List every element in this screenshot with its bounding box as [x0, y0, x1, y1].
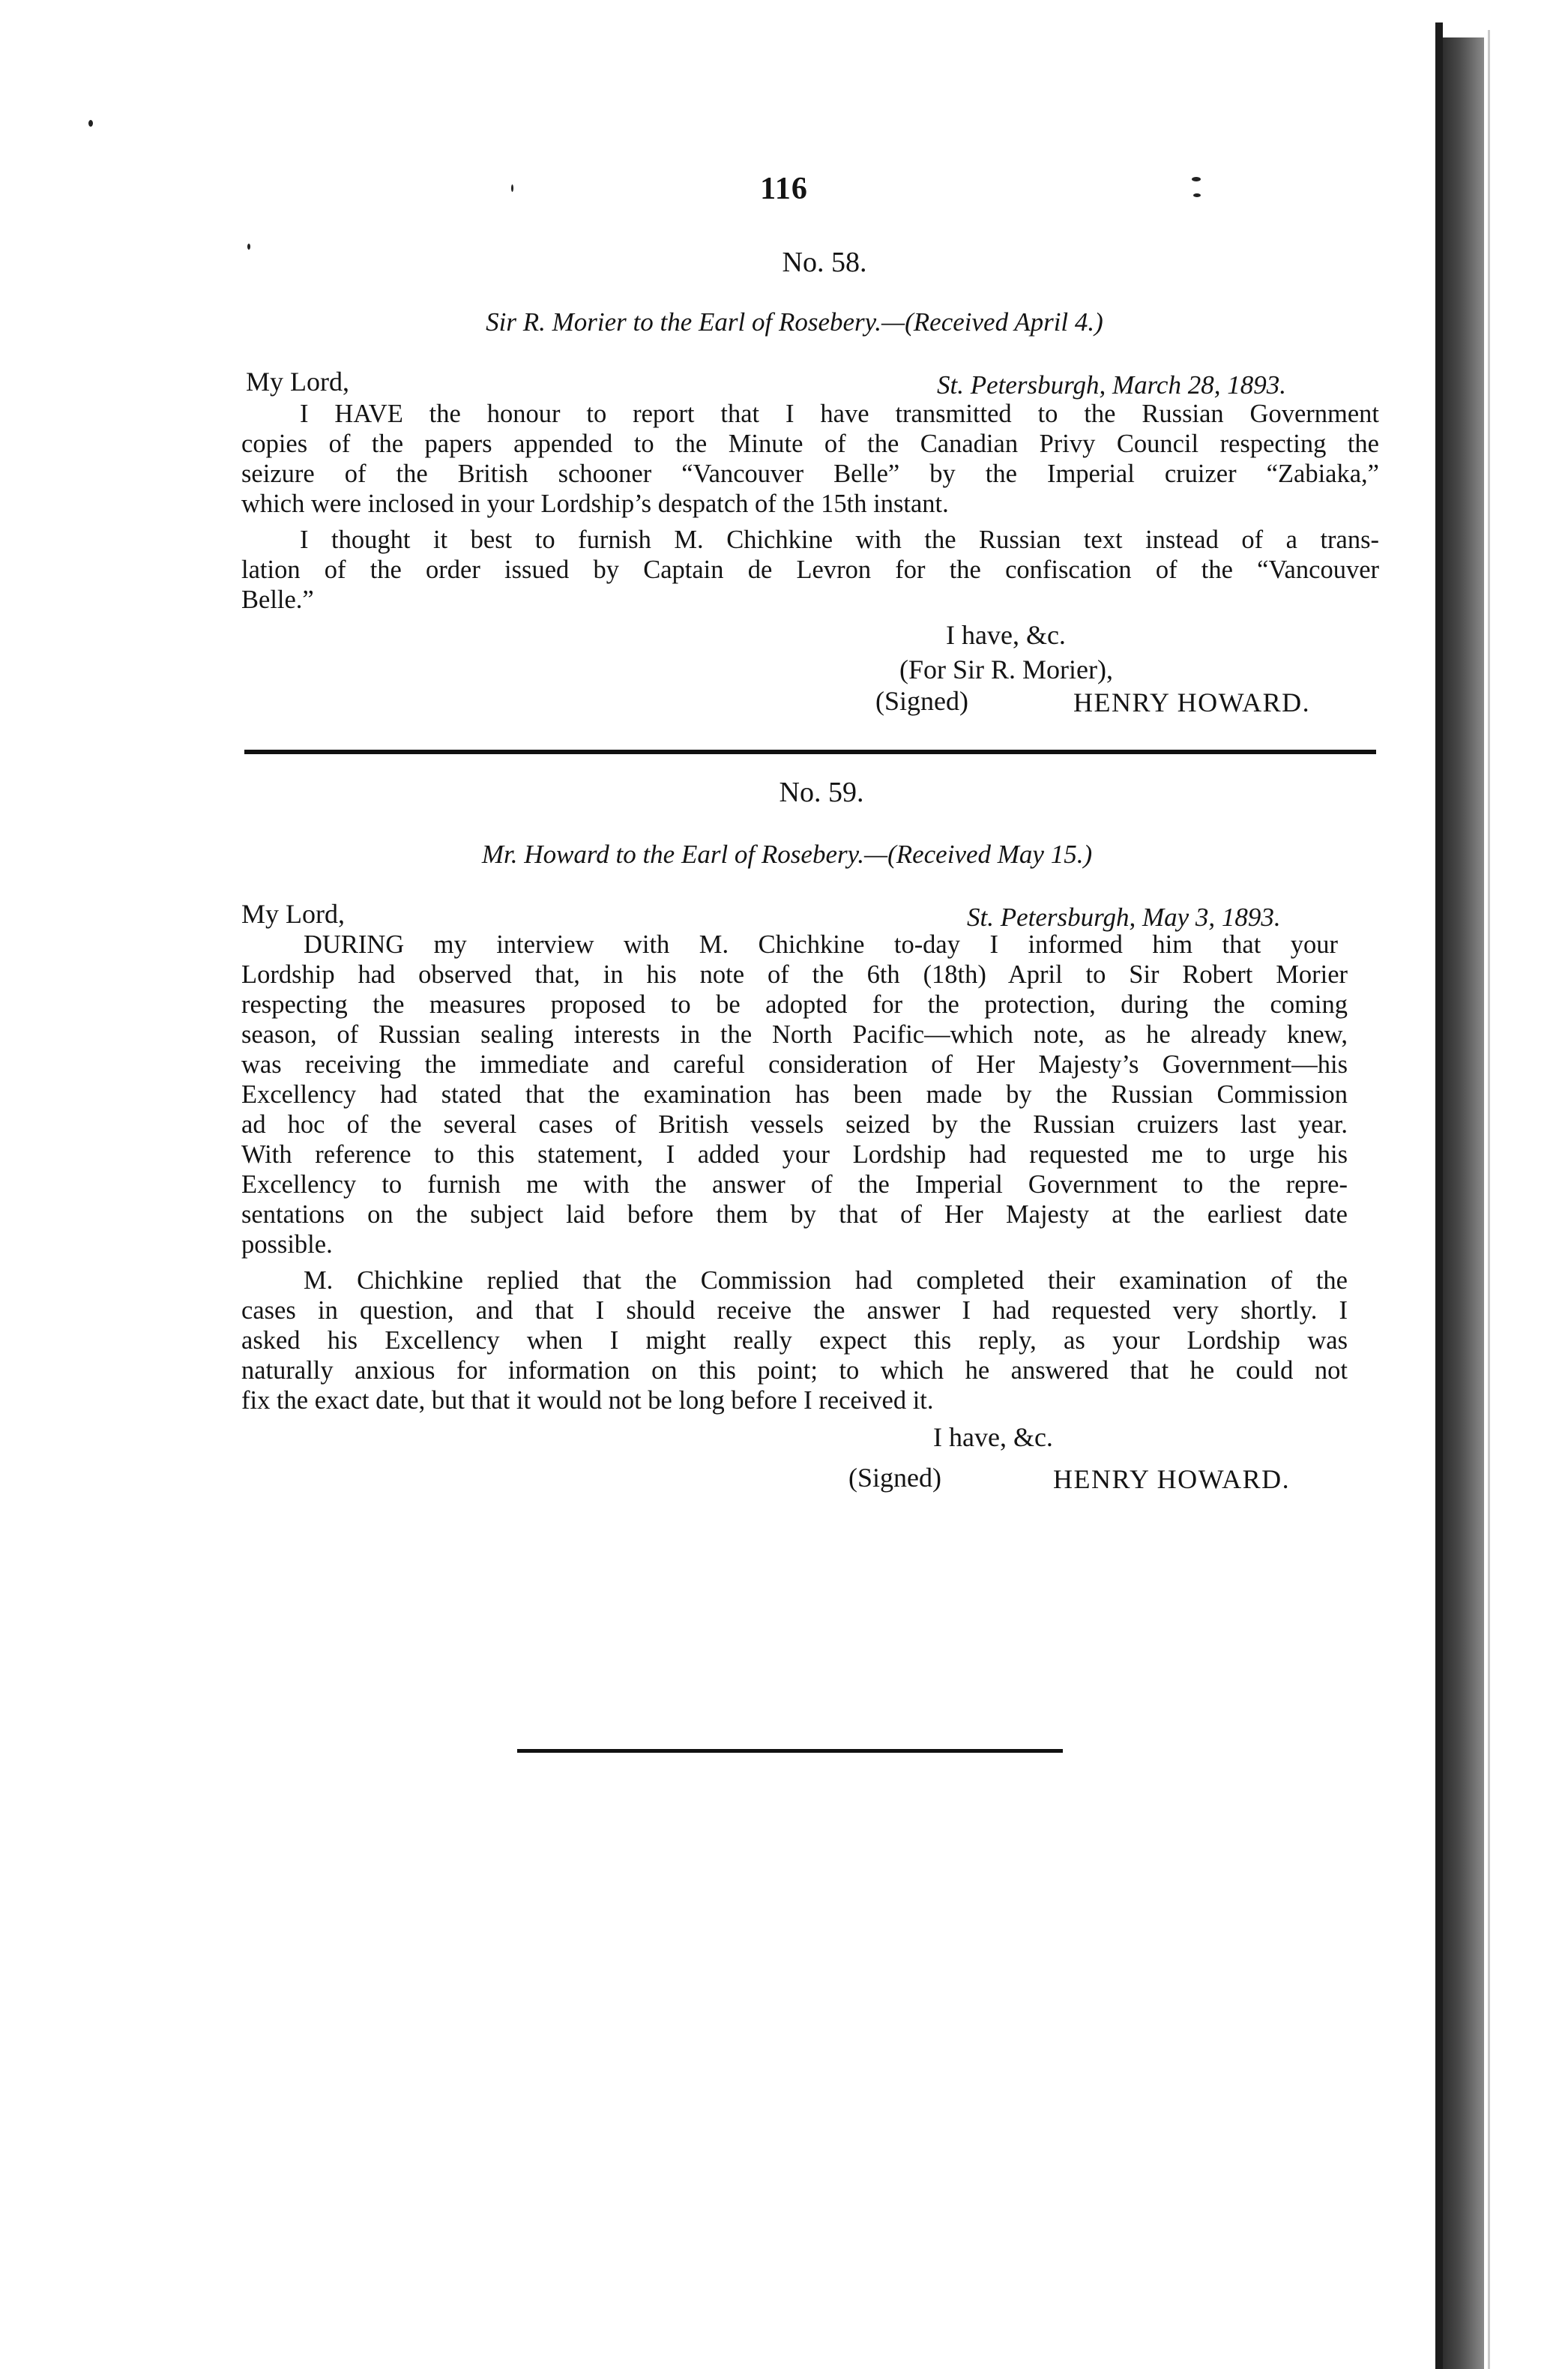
letter-1-number: No. 58. [782, 247, 867, 278]
letter-2-signed-label: (Signed) [848, 1463, 941, 1493]
letter-2-line: fix the exact date, but that it would not be long before I received it. [241, 1386, 934, 1415]
letter-2-number: No. 59. [779, 777, 864, 808]
letter-2-line: ad hoc of the several cases of British vessels seized by the Russian cruizers last year. [241, 1110, 1348, 1139]
letter-1-closing-note: (For Sir R. Morier), [899, 654, 1113, 684]
letter-1-subtitle: Sir R. Morier to the Earl of Rosebery.—(Received April 4.) [486, 307, 1103, 337]
end-rule [517, 1749, 1063, 1753]
facing-page-margin [1484, 30, 1568, 2369]
letter-2-line: With reference to this statement, I added your Lordship had requested me to urge his [241, 1140, 1348, 1169]
letter-2-line: respecting the measures proposed to be adopted for the protection, during the coming [241, 990, 1348, 1019]
letter-2-subtitle: Mr. Howard to the Earl of Rosebery.—(Received May 15.) [481, 840, 1093, 869]
letter-2-line: asked his Excellency when I might really expect this reply, as your Lordship was [241, 1326, 1348, 1355]
letter-2-line: possible. [241, 1230, 333, 1259]
scan-speck [88, 120, 93, 127]
letter-1-signed-label: (Signed) [875, 686, 968, 716]
letter-2-line: season, of Russian sealing interests in the North Pacific—which note, as he already knew, [241, 1020, 1348, 1049]
letter-2-line: naturally anxious for information on this point; to which he answered that he could not [241, 1356, 1348, 1385]
page-number: 116 [760, 172, 808, 206]
page-binding-edge [1435, 22, 1443, 2369]
letter-2-line: Excellency to furnish me with the answer of the Imperial Government to the repre- [241, 1170, 1348, 1199]
page-binding-shadow [1443, 37, 1484, 2369]
letter-2-salutation: My Lord, [241, 899, 345, 929]
letter-1-line: lation of the order issued by Captain de Levron for the confiscation of the “Vancouver [241, 556, 1379, 584]
letter-2-line: DURING my interview with M. Chichkine to-day I informed him that your [304, 930, 1338, 959]
letter-1-signature: HENRY HOWARD. [1073, 687, 1311, 717]
letter-1-line: I HAVE the honour to report that I have transmitted to the Russian Government [300, 400, 1379, 428]
letter-1-line: which were inclosed in your Lordship’s despatch of the 15th instant. [241, 490, 949, 518]
letter-2-line: Excellency had stated that the examination has been made by the Russian Commission [241, 1080, 1348, 1109]
facing-page-edge [1488, 30, 1490, 2369]
letter-2-line: Lordship had observed that, in his note of the 6th (18th) April to Sir Robert Morier [241, 960, 1348, 989]
letter-1-line: seizure of the British schooner “Vancouver Belle” by the Imperial cruizer “Zabiaka,” [241, 460, 1379, 488]
letter-2-line: cases in question, and that I should receive the answer I had requested very shortly. I [241, 1296, 1348, 1325]
letter-2-line: was receiving the immediate and careful consideration of Her Majesty’s Government—his [241, 1050, 1348, 1079]
letter-1-salutation: My Lord, [246, 367, 349, 397]
letter-2-line: sentations on the subject laid before them by that of Her Majesty at the earliest date [241, 1200, 1348, 1229]
letter-2-dateline: St. Petersburgh, May 3, 1893. [967, 903, 1281, 932]
letter-1-line: Belle.” [241, 586, 314, 614]
letter-1-closing: I have, &c. [946, 620, 1066, 650]
letter-1-dateline: St. Petersburgh, March 28, 1893. [937, 370, 1286, 400]
letter-2-closing: I have, &c. [933, 1422, 1053, 1452]
letter-2-line: M. Chichkine replied that the Commission had completed their examination of the [304, 1266, 1348, 1295]
letter-1-line: copies of the papers appended to the Minute of the Canadian Privy Council respecting the [241, 430, 1379, 458]
letter-1-line: I thought it best to furnish M. Chichkine with the Russian text instead of a trans- [300, 526, 1379, 554]
letter-2-signature: HENRY HOWARD. [1053, 1464, 1291, 1494]
section-divider [244, 750, 1376, 754]
